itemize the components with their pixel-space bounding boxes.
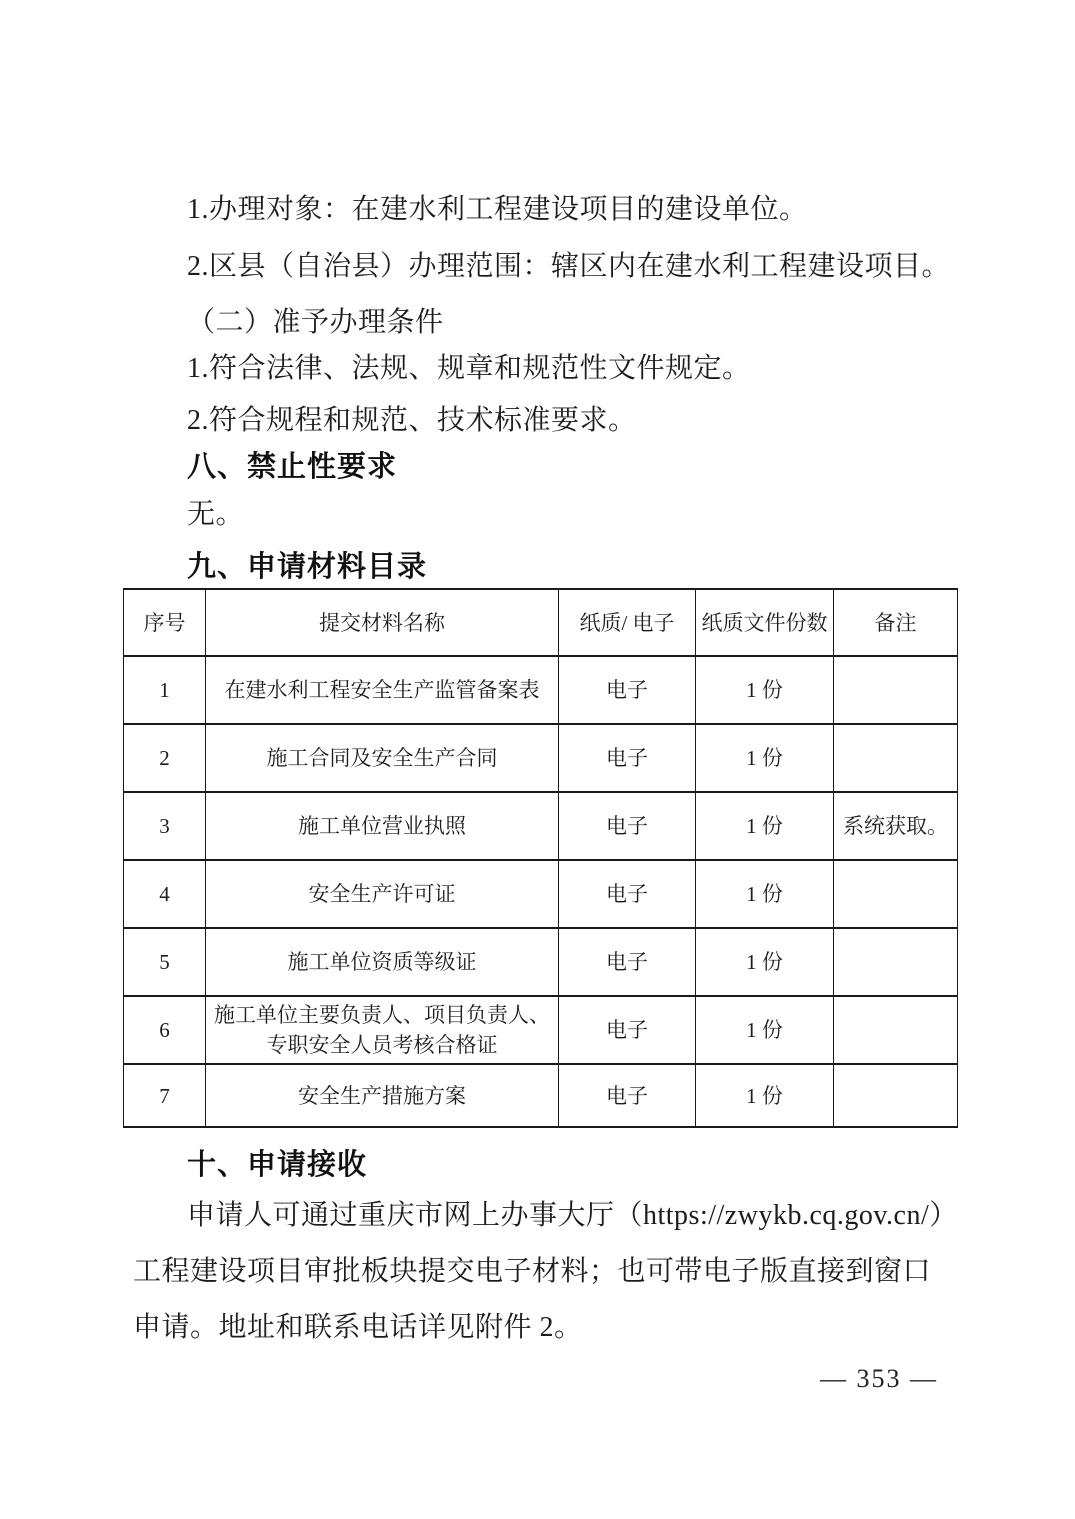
cell-name: 施工单位资质等级证 bbox=[206, 928, 559, 996]
cell-medium: 电子 bbox=[559, 792, 696, 860]
paragraph-condition-1: 1.符合法律、法规、规章和规范性文件规定。 bbox=[187, 353, 751, 384]
section-heading-prohibitions: 八、禁止性要求 bbox=[187, 451, 398, 483]
cell-name: 施工单位主要负责人、项目负责人、专职安全人员考核合格证 bbox=[206, 996, 559, 1064]
table-row bbox=[124, 928, 958, 996]
column-header-name: 提交材料名称 bbox=[206, 589, 559, 656]
cell-name: 施工单位营业执照 bbox=[206, 792, 559, 860]
cell-note bbox=[834, 928, 958, 996]
paragraph-handling-target: 1.办理对象：在建水利工程建设项目的建设单位。 bbox=[187, 194, 808, 225]
paragraph-reception-line2: 工程建设项目审批板块提交电子材料；也可带电子版直接到窗口 bbox=[133, 1256, 932, 1287]
table-header-row bbox=[124, 589, 958, 656]
table-row bbox=[124, 724, 958, 792]
cell-name: 安全生产措施方案 bbox=[206, 1064, 559, 1127]
table-row bbox=[124, 1064, 958, 1127]
cell-no: 7 bbox=[124, 1064, 206, 1127]
cell-copies: 1 份 bbox=[696, 928, 834, 996]
cell-name: 在建水利工程安全生产监管备案表 bbox=[206, 656, 559, 724]
cell-note bbox=[834, 724, 958, 792]
cell-medium: 电子 bbox=[559, 656, 696, 724]
column-header-medium: 纸质/ 电子 bbox=[559, 589, 696, 656]
cell-copies: 1 份 bbox=[696, 860, 834, 928]
cell-copies: 1 份 bbox=[696, 724, 834, 792]
cell-note bbox=[834, 656, 958, 724]
paragraph-reception-line3: 申请。地址和联系电话详见附件 2。 bbox=[133, 1312, 583, 1343]
cell-medium: 电子 bbox=[559, 724, 696, 792]
table-row bbox=[124, 996, 958, 1064]
cell-note bbox=[834, 1064, 958, 1127]
cell-copies: 1 份 bbox=[696, 792, 834, 860]
page-number: — 353 — bbox=[820, 1364, 938, 1393]
cell-medium: 电子 bbox=[559, 1064, 696, 1127]
column-header-no: 序号 bbox=[124, 589, 206, 656]
section-heading-application-reception: 十、申请接收 bbox=[187, 1149, 368, 1181]
cell-no: 5 bbox=[124, 928, 206, 996]
column-header-note: 备注 bbox=[834, 589, 958, 656]
cell-copies: 1 份 bbox=[696, 656, 834, 724]
cell-copies: 1 份 bbox=[696, 1064, 834, 1127]
column-header-copies: 纸质文件份数 bbox=[696, 589, 834, 656]
paragraph-handling-scope: 2.区县（自治县）办理范围：辖区内在建水利工程建设项目。 bbox=[187, 251, 951, 282]
cell-no: 2 bbox=[124, 724, 206, 792]
materials-table bbox=[123, 588, 958, 1128]
cell-no: 3 bbox=[124, 792, 206, 860]
cell-medium: 电子 bbox=[559, 996, 696, 1064]
cell-note bbox=[834, 860, 958, 928]
paragraph-condition-2: 2.符合规程和规范、技术标准要求。 bbox=[187, 405, 637, 436]
paragraph-none: 无。 bbox=[187, 499, 245, 530]
cell-no: 6 bbox=[124, 996, 206, 1064]
table-row bbox=[124, 792, 958, 860]
cell-medium: 电子 bbox=[559, 860, 696, 928]
cell-name: 安全生产许可证 bbox=[206, 860, 559, 928]
cell-name: 施工合同及安全生产合同 bbox=[206, 724, 559, 792]
subheading-approval-conditions: （二）准予办理条件 bbox=[187, 307, 444, 338]
paragraph-reception-line1: 申请人可通过重庆市网上办事大厅（https://zwykb.cq.gov.cn/） bbox=[187, 1200, 958, 1231]
cell-copies: 1 份 bbox=[696, 996, 834, 1064]
table-row bbox=[124, 656, 958, 724]
cell-no: 4 bbox=[124, 860, 206, 928]
cell-note bbox=[834, 996, 958, 1064]
cell-medium: 电子 bbox=[559, 928, 696, 996]
cell-note: 系统获取。 bbox=[834, 792, 958, 860]
cell-no: 1 bbox=[124, 656, 206, 724]
table-row bbox=[124, 860, 958, 928]
section-heading-materials-list: 九、申请材料目录 bbox=[187, 551, 428, 583]
